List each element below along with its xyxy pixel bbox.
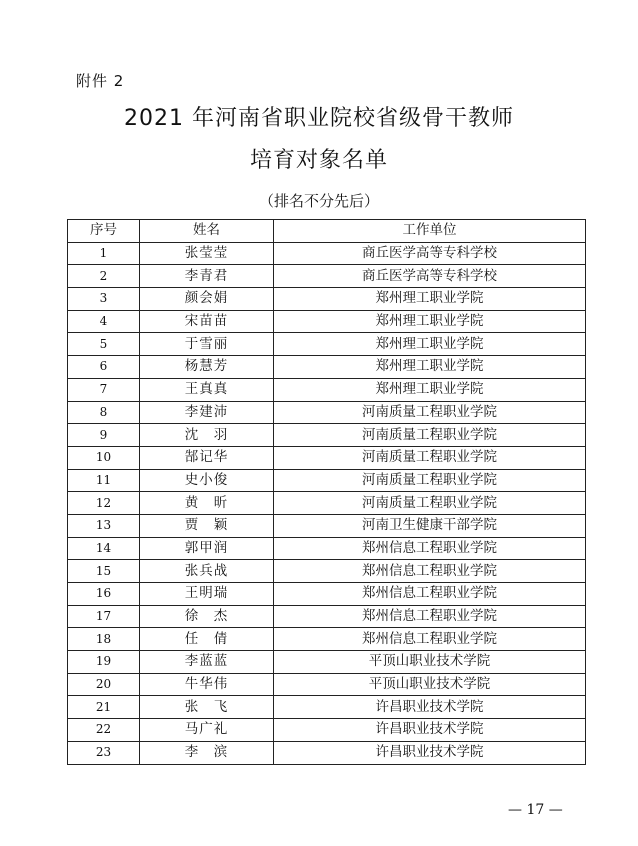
work-unit-cell: 郑州理工职业学院	[274, 333, 586, 356]
work-unit-cell: 河南质量工程职业学院	[274, 469, 586, 492]
roster-table	[67, 219, 586, 765]
row-number-cell: 23	[68, 741, 140, 764]
work-unit-cell: 河南质量工程职业学院	[274, 401, 586, 424]
teacher-name-cell: 张莹莹	[140, 242, 274, 265]
row-number-cell: 16	[68, 583, 140, 606]
teacher-name-cell: 张兵战	[140, 560, 274, 583]
table-row	[68, 537, 586, 560]
teacher-name-cell: 杨慧芳	[140, 356, 274, 379]
teacher-name-cell: 沈 羽	[140, 424, 274, 447]
document-title-line-2: 培育对象名单	[249, 148, 388, 173]
row-number-cell: 20	[68, 673, 140, 696]
row-number-cell: 19	[68, 651, 140, 674]
table-row	[68, 469, 586, 492]
table-row	[68, 310, 586, 333]
document-title-line-1: 2021 年河南省职业院校省级骨干教师	[124, 106, 514, 131]
work-unit-cell: 郑州理工职业学院	[274, 356, 586, 379]
table-row	[68, 242, 586, 265]
teacher-name-cell: 宋苗苗	[140, 310, 274, 333]
teacher-name-cell: 徐 杰	[140, 605, 274, 628]
row-number-cell: 21	[68, 696, 140, 719]
teacher-name-cell: 任 倩	[140, 628, 274, 651]
work-unit-cell: 郑州理工职业学院	[274, 310, 586, 333]
roster-table-body	[68, 242, 586, 764]
row-number-cell: 10	[68, 446, 140, 469]
teacher-name-cell: 张 飞	[140, 696, 274, 719]
teacher-name-cell: 郭甲润	[140, 537, 274, 560]
work-unit-cell: 商丘医学高等专科学校	[274, 265, 586, 288]
table-row	[68, 719, 586, 742]
table-row	[68, 560, 586, 583]
teacher-name-cell: 于雪丽	[140, 333, 274, 356]
teacher-name-cell: 贾 颖	[140, 514, 274, 537]
teacher-name-cell: 史小俊	[140, 469, 274, 492]
teacher-name-cell: 李 滨	[140, 741, 274, 764]
attachment-label: 附件 2	[76, 72, 125, 90]
row-number-cell: 8	[68, 401, 140, 424]
work-unit-cell: 郑州信息工程职业学院	[274, 537, 586, 560]
row-number-cell: 12	[68, 492, 140, 515]
table-row	[68, 651, 586, 674]
row-number-cell: 1	[68, 242, 140, 265]
table-row	[68, 424, 586, 447]
work-unit-cell: 郑州信息工程职业学院	[274, 560, 586, 583]
work-unit-cell: 平顶山职业技术学院	[274, 673, 586, 696]
teacher-name-cell: 黄 昕	[140, 492, 274, 515]
row-number-cell: 3	[68, 288, 140, 311]
teacher-name-cell: 王真真	[140, 378, 274, 401]
work-unit-cell: 郑州信息工程职业学院	[274, 628, 586, 651]
work-unit-cell: 许昌职业技术学院	[274, 696, 586, 719]
table-row	[68, 333, 586, 356]
table-row	[68, 265, 586, 288]
work-unit-cell: 郑州信息工程职业学院	[274, 605, 586, 628]
teacher-name-cell: 颜会娟	[140, 288, 274, 311]
work-unit-cell: 河南质量工程职业学院	[274, 424, 586, 447]
work-unit-cell: 许昌职业技术学院	[274, 719, 586, 742]
table-row	[68, 356, 586, 379]
teacher-name-cell: 郜记华	[140, 446, 274, 469]
teacher-name-cell: 马广礼	[140, 719, 274, 742]
column-header-unit: 工作单位	[274, 220, 586, 243]
work-unit-cell: 许昌职业技术学院	[274, 741, 586, 764]
table-row	[68, 741, 586, 764]
teacher-name-cell: 李青君	[140, 265, 274, 288]
table-row	[68, 514, 586, 537]
table-row	[68, 628, 586, 651]
page-number: — 17 —	[508, 802, 563, 818]
table-row	[68, 492, 586, 515]
teacher-name-cell: 牛华伟	[140, 673, 274, 696]
teacher-name-cell: 李蓝蓝	[140, 651, 274, 674]
row-number-cell: 13	[68, 514, 140, 537]
row-number-cell: 22	[68, 719, 140, 742]
row-number-cell: 18	[68, 628, 140, 651]
row-number-cell: 15	[68, 560, 140, 583]
teacher-name-cell: 王明瑞	[140, 583, 274, 606]
column-header-name: 姓名	[140, 220, 274, 243]
table-row	[68, 696, 586, 719]
table-row	[68, 288, 586, 311]
teacher-name-cell: 李建沛	[140, 401, 274, 424]
work-unit-cell: 河南卫生健康干部学院	[274, 514, 586, 537]
row-number-cell: 7	[68, 378, 140, 401]
ranking-note: （排名不分先后）	[258, 192, 379, 210]
row-number-cell: 14	[68, 537, 140, 560]
row-number-cell: 6	[68, 356, 140, 379]
work-unit-cell: 郑州理工职业学院	[274, 378, 586, 401]
row-number-cell: 11	[68, 469, 140, 492]
table-row	[68, 401, 586, 424]
work-unit-cell: 郑州理工职业学院	[274, 288, 586, 311]
row-number-cell: 2	[68, 265, 140, 288]
table-row	[68, 446, 586, 469]
work-unit-cell: 河南质量工程职业学院	[274, 446, 586, 469]
table-row	[68, 378, 586, 401]
table-header-row	[68, 220, 586, 243]
work-unit-cell: 郑州信息工程职业学院	[274, 583, 586, 606]
row-number-cell: 4	[68, 310, 140, 333]
column-header-number: 序号	[68, 220, 140, 243]
row-number-cell: 17	[68, 605, 140, 628]
work-unit-cell: 商丘医学高等专科学校	[274, 242, 586, 265]
work-unit-cell: 河南质量工程职业学院	[274, 492, 586, 515]
table-row	[68, 605, 586, 628]
table-row	[68, 583, 586, 606]
row-number-cell: 9	[68, 424, 140, 447]
table-row	[68, 673, 586, 696]
work-unit-cell: 平顶山职业技术学院	[274, 651, 586, 674]
row-number-cell: 5	[68, 333, 140, 356]
